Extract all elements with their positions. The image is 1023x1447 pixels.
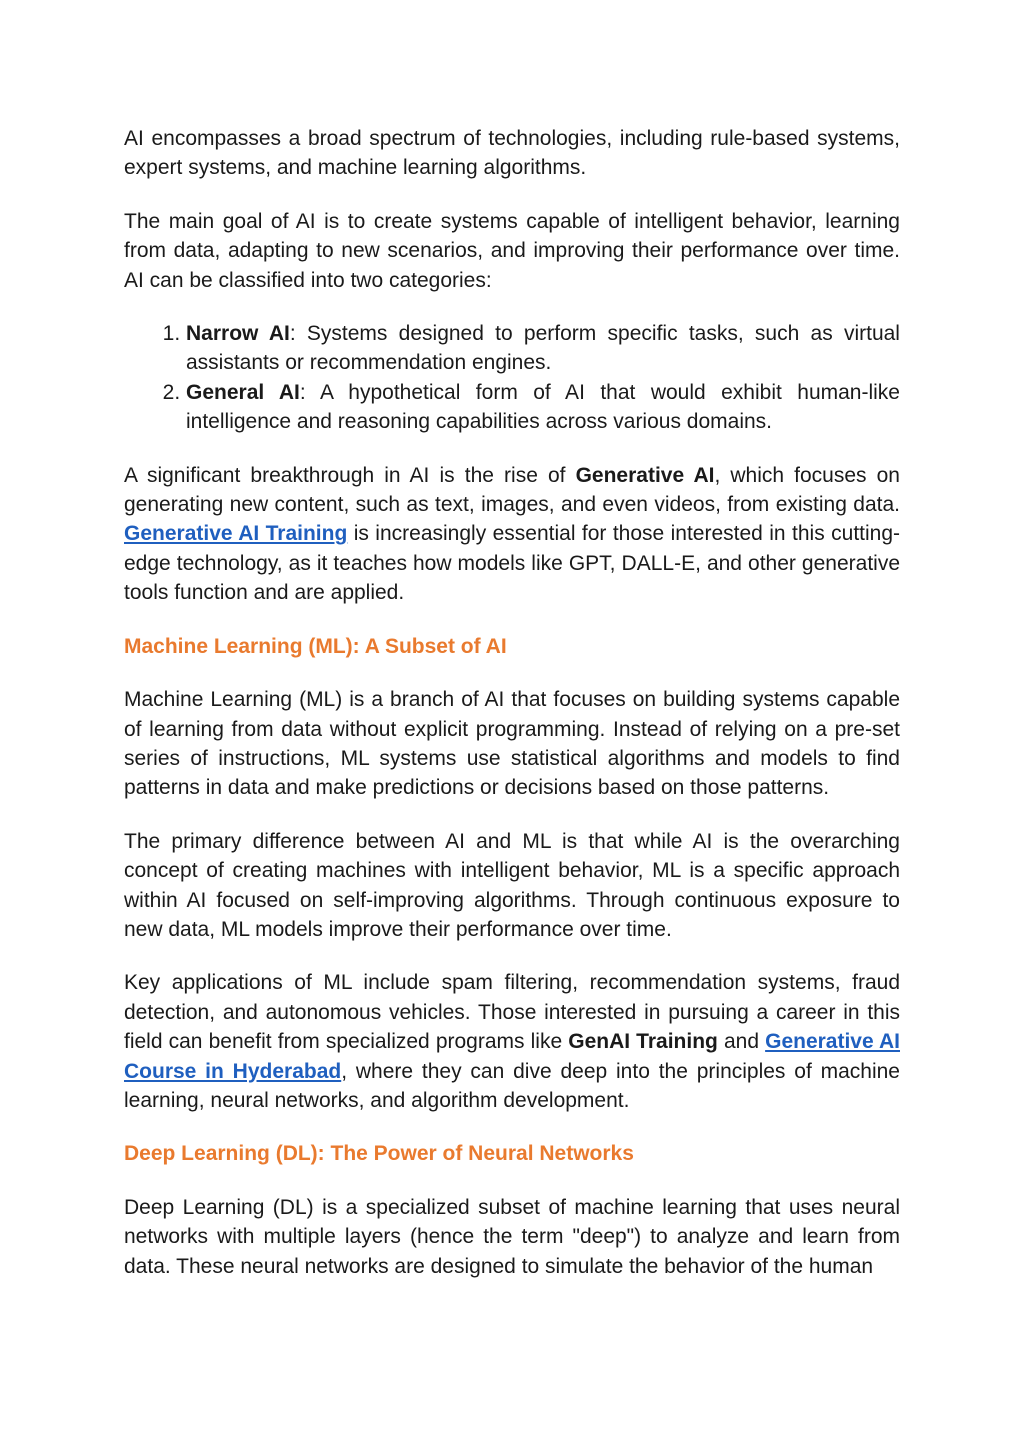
heading-machine-learning: Machine Learning (ML): A Subset of AI xyxy=(124,634,507,658)
term-narrow-ai: Narrow AI xyxy=(186,322,290,346)
term-general-ai: General AI xyxy=(186,380,300,404)
paragraph-dl-definition: Deep Learning (DL) is a specialized subset of machine learning that uses neural networks with multiple layers (hence the term "deep") to analyze and learn from data. These neural networks are designed to simulate the behavior of the human xyxy=(124,1195,900,1278)
heading-deep-learning: Deep Learning (DL): The Power of Neural Networks xyxy=(124,1142,634,1166)
link-generative-ai-training[interactable]: Generative AI Training xyxy=(124,522,348,546)
paragraph-generative-ai xyxy=(124,461,900,608)
desc-general-ai: : A hypothetical form of AI that would exhibit human-like intelligence and reasoning capabilities across various domains. xyxy=(186,380,900,434)
paragraph-ai-vs-ml: The primary difference between AI and ML is that while AI is the overarching concept of creating machines with intelligent behavior, ML is a specific approach within AI focused on self-improving algorithms. Through continuous exposure to new data, ML models improve their performance over time. xyxy=(124,829,900,941)
document-body xyxy=(124,124,900,1305)
text-segment: and xyxy=(717,1030,766,1054)
list-item-general-ai xyxy=(186,378,900,437)
ai-categories-list xyxy=(124,319,900,437)
bold-genai-training: GenAI Training xyxy=(568,1030,718,1054)
link-generative-ai-course-hyderabad[interactable]: Generative AI Course in Hyderabad xyxy=(124,1030,900,1083)
text-segment: is increasingly essential for those interested in this cutting-edge technology, as it teaches how models like GPT, DALL-E, and other generative tools function and are applied. xyxy=(124,522,900,605)
paragraph-ai-spectrum: AI encompasses a broad spectrum of technologies, including rule-based systems, expert systems, and machine learning algorithms. xyxy=(124,127,900,180)
list-item-narrow-ai xyxy=(186,319,900,378)
bold-generative-ai: Generative AI xyxy=(575,463,715,487)
paragraph-ml-definition: Machine Learning (ML) is a branch of AI that focuses on building systems capable of learning from data without explicit programming. Instead of relying on a pre-set series of instructions, ML systems use statistical algorithms and models to find patterns in data and make predictions or decisions based on those patterns. xyxy=(124,688,900,800)
text-segment: Key applications of ML include spam filtering, recommendation systems, fraud detection, and autonomous vehicles. Those interested in pursuing a career in this field can benefit from specialized programs like xyxy=(124,971,900,1054)
text-segment: A significant breakthrough in AI is the rise of xyxy=(124,463,576,487)
paragraph-ml-applications xyxy=(124,968,900,1115)
paragraph-ai-goal: The main goal of AI is to create systems capable of intelligent behavior, learning from data, adapting to new scenarios, and improving their performance over time. AI can be classified into two categories: xyxy=(124,209,900,292)
text-segment: , which focuses on generating new content, such as text, images, and even videos, from existing data. xyxy=(124,463,900,517)
desc-narrow-ai: : Systems designed to perform specific tasks, such as virtual assistants or recommendation engines. xyxy=(186,322,900,375)
text-segment: , where they can dive deep into the principles of machine learning, neural networks, and algorithm development. xyxy=(124,1059,900,1112)
